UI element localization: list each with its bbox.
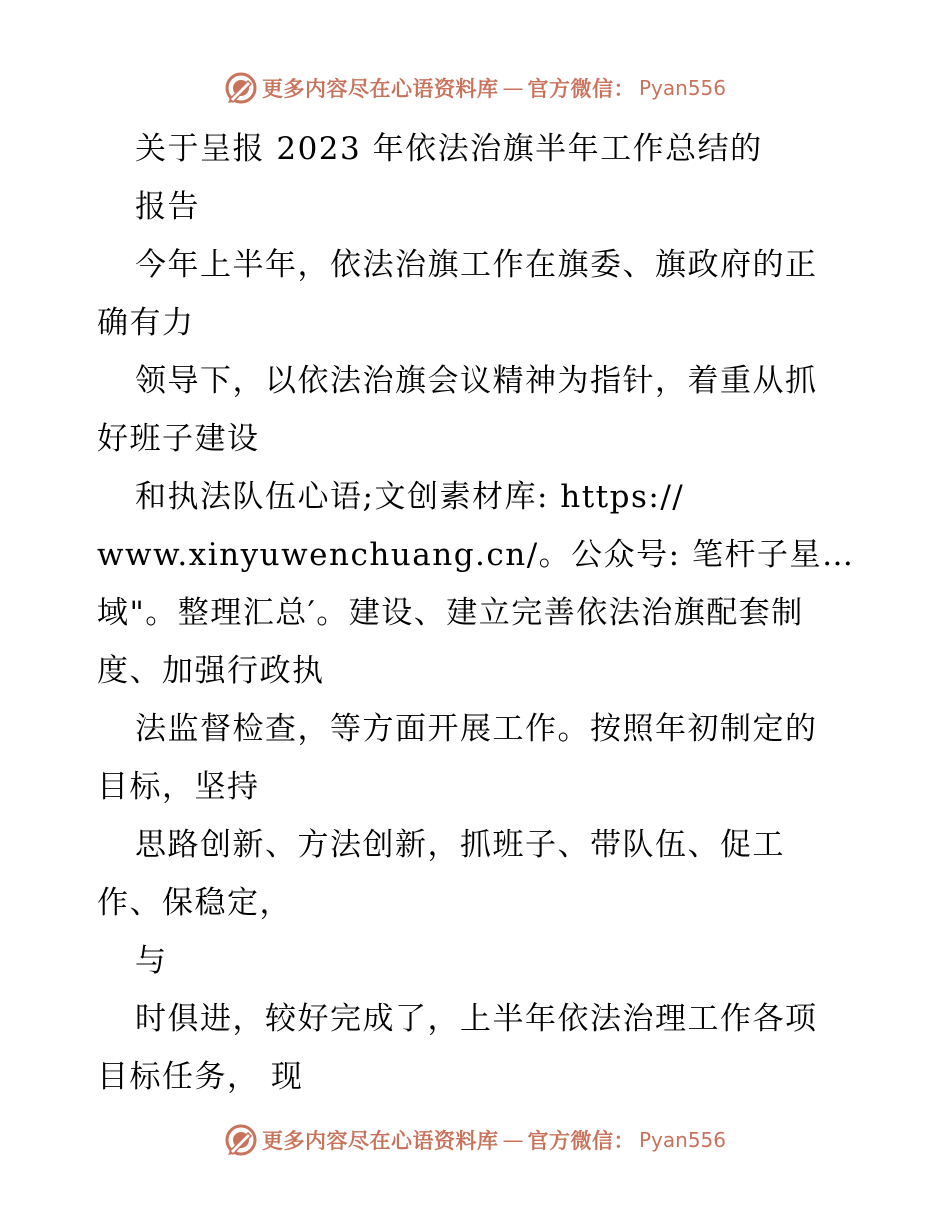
paragraph-line: 目标，坚持 xyxy=(97,769,260,805)
paragraph-line: 今年上半年，依法治旗工作在旗委、旗政府的正 xyxy=(135,247,818,283)
watermark-wechat-label: 官方微信： xyxy=(527,76,635,101)
paragraph-line: 法监督检查，等方面开展工作。按照年初制定的 xyxy=(135,711,818,747)
paragraph-line: 与 xyxy=(135,943,168,979)
paragraph-line: 思路创新、方法创新，抓班子、带队伍、促工 xyxy=(135,827,785,863)
paragraph-line: 时俱进，较好完成了，上半年依法治理工作各项 xyxy=(135,1001,818,1037)
footer-watermark xyxy=(0,1120,950,1160)
watermark-site-text: 更多内容尽在心语资料库 xyxy=(261,1128,499,1153)
paragraph-line: 域"。整理汇总′。建设、建立完善依法治旗配套制 xyxy=(97,595,804,631)
paragraph-line: www.xinyuwenchuang.cn/。公众号: 笔杆子星… xyxy=(97,537,855,573)
title-line-1: 关于呈报 2023 年依法治旗半年工作总结的 xyxy=(135,131,763,167)
title-line-2: 报告 xyxy=(135,189,200,225)
document-body xyxy=(97,120,857,1106)
paragraph-line: 目标任务， 现 xyxy=(97,1059,304,1095)
watermark-wechat-id: Pyan556 xyxy=(638,1128,726,1152)
watermark-wechat-label: 官方微信： xyxy=(527,1128,635,1153)
paragraph-line: 确有力 xyxy=(97,305,195,341)
paragraph-line: 度、加强行政执 xyxy=(97,653,325,689)
paragraph-line: 领导下，以依法治旗会议精神为指针，着重从抓 xyxy=(135,363,818,399)
watermark-separator: — xyxy=(502,1128,524,1152)
watermark-wechat-id: Pyan556 xyxy=(638,76,726,100)
pen-circle-logo-icon xyxy=(224,1123,258,1157)
watermark-site-text: 更多内容尽在心语资料库 xyxy=(261,76,499,101)
paragraph-line: 和执法队伍心语;文创素材库: https:// xyxy=(135,479,685,515)
pen-circle-logo-icon xyxy=(224,71,258,105)
watermark-separator: — xyxy=(502,76,524,100)
paragraph-line: 作、保稳定， xyxy=(97,885,292,921)
paragraph-line: 好班子建设 xyxy=(97,421,260,457)
header-watermark xyxy=(0,68,950,108)
